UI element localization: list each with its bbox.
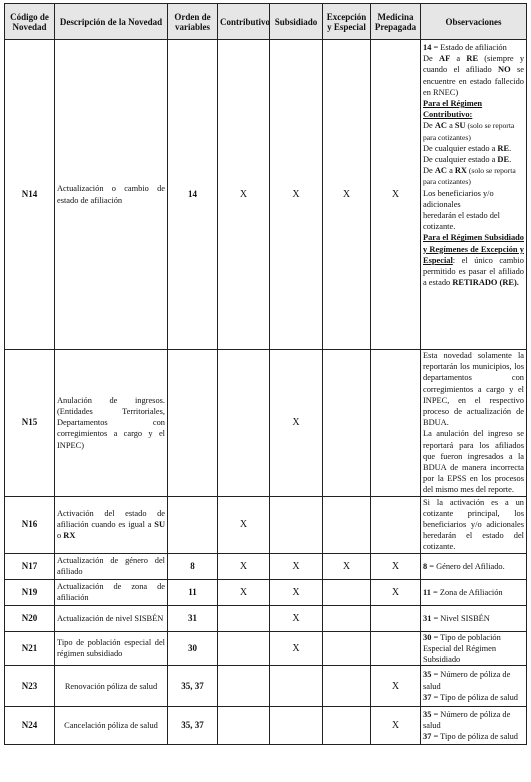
- obs-heading: Para el Régimen Contributivo:: [423, 99, 483, 120]
- header-subsidiado: Subsidiado: [270, 4, 323, 40]
- cell-contributivo: X: [218, 579, 270, 605]
- obs-var: 31: [423, 613, 432, 623]
- header-codigo: Código de Novedad: [5, 4, 55, 40]
- obs-text: (solo se reporta para cotizantes): [423, 166, 516, 187]
- cell-excepcion: [323, 707, 371, 745]
- cell-contributivo: X: [218, 40, 270, 350]
- obs-var: 14: [423, 43, 432, 52]
- desc-text: Activación del estado de afiliación cuando es igual a: [57, 508, 165, 530]
- row-description: [55, 496, 168, 553]
- row-variables: 14: [168, 40, 218, 350]
- obs-bold: RETIRADO (RE).: [452, 278, 519, 288]
- row-code: N23: [5, 666, 55, 707]
- row-code: N17: [5, 553, 55, 579]
- row-code: N24: [5, 707, 55, 745]
- row-description: Tipo de población especial del régimen subsidiado: [55, 631, 168, 666]
- obs-bold: RE: [466, 54, 479, 64]
- obs-text: = Nivel SISBÉN: [431, 613, 490, 623]
- cell-subsidiado: [270, 496, 323, 553]
- header-orden: Orden de variables: [168, 4, 218, 40]
- desc-bold: SU: [154, 520, 165, 530]
- header-excepcion: Excepción y Especial: [323, 4, 371, 40]
- row-observations: [421, 707, 527, 745]
- cell-excepcion: [323, 605, 371, 631]
- obs-text: = Número de póliza de salud: [423, 670, 511, 691]
- row-code: N19: [5, 579, 55, 605]
- obs-heading: Para el Régimen Subsidiado y Regímenes de Excepción y Especial: [423, 233, 524, 265]
- cell-contributivo: [218, 350, 270, 497]
- row-code: N20: [5, 605, 55, 631]
- row-variables: 35, 37: [168, 707, 218, 745]
- row-observations: [421, 496, 527, 553]
- row-description: Cancelación póliza de salud: [55, 707, 168, 745]
- cell-contributivo: [218, 605, 270, 631]
- cell-contributivo: [218, 631, 270, 666]
- row-description: Actualización de género del afiliado: [55, 553, 168, 579]
- obs-text: = Género del Afiliado.: [427, 561, 505, 571]
- obs-var: 30: [423, 632, 432, 642]
- row-description: Actualización de nivel SISBÉN: [55, 605, 168, 631]
- obs-var: 37: [423, 692, 432, 702]
- obs-text: La anulación del ingreso se reportará para los afiliados que fueron ingresados a la BDUA de manera incorrecta por la EPSS en los procesos del mismo mes del reporte.: [423, 429, 524, 495]
- cell-contributivo: X: [218, 553, 270, 579]
- row-variables: 11: [168, 579, 218, 605]
- obs-text: De: [423, 166, 435, 176]
- cell-excepcion: [323, 666, 371, 707]
- cell-contributivo: [218, 707, 270, 745]
- cell-medicina: X: [371, 553, 421, 579]
- row-description: Actualización o cambio de estado de afiliación: [55, 40, 168, 350]
- cell-excepcion: X: [323, 553, 371, 579]
- obs-text: = Tipo de póliza de salud: [431, 692, 518, 702]
- table-row: [5, 579, 527, 605]
- row-description: Anulación de ingresos. (Entidades Territoriales, Departamentos con corregimientos a cargo y el INPEC): [55, 350, 168, 497]
- cell-medicina: [371, 631, 421, 666]
- obs-text: se encuentre en estado fallecido en RNEC): [423, 65, 524, 97]
- cell-subsidiado: X: [270, 40, 323, 350]
- row-variables: 8: [168, 553, 218, 579]
- row-variables: 35, 37: [168, 666, 218, 707]
- obs-text: .: [509, 143, 512, 153]
- table-row: [5, 605, 527, 631]
- obs-text: (solo se reporta para cotizantes): [423, 121, 515, 142]
- cell-subsidiado: X: [270, 553, 323, 579]
- cell-excepcion: [323, 496, 371, 553]
- cell-contributivo: X: [218, 496, 270, 553]
- header-descripcion: Descripción de la Novedad: [55, 4, 168, 40]
- novedades-table: [4, 3, 527, 745]
- header-medicina: Medicina Prepagada: [371, 4, 421, 40]
- table-row: [5, 350, 527, 497]
- row-variables: 30: [168, 631, 218, 666]
- row-description: Renovación póliza de salud: [55, 666, 168, 707]
- cell-medicina: X: [371, 40, 421, 350]
- cell-subsidiado: [270, 707, 323, 745]
- obs-text: = Estado de afiliación: [431, 43, 507, 52]
- obs-text: = Zona de Afiliación: [430, 587, 503, 597]
- obs-bold: RE: [497, 143, 510, 153]
- cell-medicina: X: [371, 666, 421, 707]
- obs-var: 35: [423, 670, 432, 680]
- row-observations: [421, 40, 527, 350]
- cell-subsidiado: X: [270, 579, 323, 605]
- table-row: [5, 496, 527, 553]
- obs-text: a: [450, 54, 467, 64]
- cell-subsidiado: X: [270, 631, 323, 666]
- row-code: N15: [5, 350, 55, 497]
- cell-medicina: [371, 496, 421, 553]
- cell-excepcion: [323, 579, 371, 605]
- cell-subsidiado: X: [270, 605, 323, 631]
- table-row: [5, 631, 527, 666]
- cell-medicina: X: [371, 579, 421, 605]
- row-observations: [421, 579, 527, 605]
- obs-text: Esta novedad solamente la reportarán los municipios, los departamentos con corregimientos a cargo y el INPEC, en el respectivo proceso de actualización de BDUA.: [423, 351, 524, 428]
- obs-text: heredarán el estado del cotizante.: [423, 211, 500, 232]
- row-variables: 31: [168, 605, 218, 631]
- obs-text: De: [423, 121, 435, 131]
- obs-var: 35: [423, 709, 432, 719]
- cell-excepcion: [323, 631, 371, 666]
- obs-var: 37: [423, 732, 432, 742]
- desc-text: o: [57, 531, 64, 541]
- obs-var: 8: [423, 561, 428, 571]
- obs-bold: RX: [454, 166, 467, 176]
- cell-contributivo: [218, 666, 270, 707]
- row-observations: [421, 553, 527, 579]
- cell-subsidiado: X: [270, 350, 323, 497]
- cell-excepcion: [323, 350, 371, 497]
- row-variables: [168, 496, 218, 553]
- obs-text: a: [446, 166, 455, 176]
- obs-bold: AC: [434, 121, 447, 131]
- obs-bold: NO: [498, 65, 511, 75]
- desc-bold: RX: [63, 531, 76, 541]
- row-code: N21: [5, 631, 55, 666]
- obs-text: = Número de póliza de salud: [423, 709, 511, 731]
- cell-medicina: [371, 605, 421, 631]
- obs-text: (siempre y cuando el afiliado: [423, 54, 525, 75]
- table-row: [5, 553, 527, 579]
- cell-excepcion: X: [323, 40, 371, 350]
- obs-text: .: [509, 155, 512, 165]
- row-observations: [421, 631, 527, 666]
- obs-var: 11: [423, 587, 431, 597]
- row-code: N16: [5, 496, 55, 553]
- obs-bold: SU: [454, 121, 466, 131]
- obs-text: Si la activación es a un cotizante principal, los beneficiarios y/o adicionales heredarán el estado del cotizante.: [423, 497, 524, 552]
- table-row: [5, 666, 527, 707]
- cell-subsidiado: [270, 666, 323, 707]
- row-variables: [168, 350, 218, 497]
- header-row: [5, 4, 527, 40]
- cell-medicina: X: [371, 707, 421, 745]
- header-observaciones: Observaciones: [421, 4, 527, 40]
- obs-text: : el único cambio permitido es pasar el afiliado a estado: [423, 255, 524, 288]
- obs-bold: DE: [497, 155, 510, 165]
- obs-text: = Tipo de población Especial del Régimen Subsidiado: [423, 632, 501, 665]
- obs-bold: AC: [434, 166, 447, 176]
- row-observations: [421, 350, 527, 497]
- header-contributivo: Contributivo: [218, 4, 270, 40]
- obs-text: De cualquier estado a: [423, 155, 498, 165]
- obs-bold: AF: [439, 54, 451, 64]
- row-description: Actualización de zona de afiliación: [55, 579, 168, 605]
- row-code: N14: [5, 40, 55, 350]
- obs-text: De: [423, 54, 440, 64]
- obs-text: Los beneficiarios y/o adicionales: [423, 188, 494, 209]
- table-row: [5, 40, 527, 350]
- obs-text: a: [446, 121, 455, 131]
- row-observations: [421, 666, 527, 707]
- table-row: [5, 707, 527, 745]
- cell-medicina: [371, 350, 421, 497]
- row-observations: [421, 605, 527, 631]
- obs-text: = Tipo de póliza de salud: [431, 732, 518, 742]
- obs-text: De cualquier estado a: [423, 143, 498, 153]
